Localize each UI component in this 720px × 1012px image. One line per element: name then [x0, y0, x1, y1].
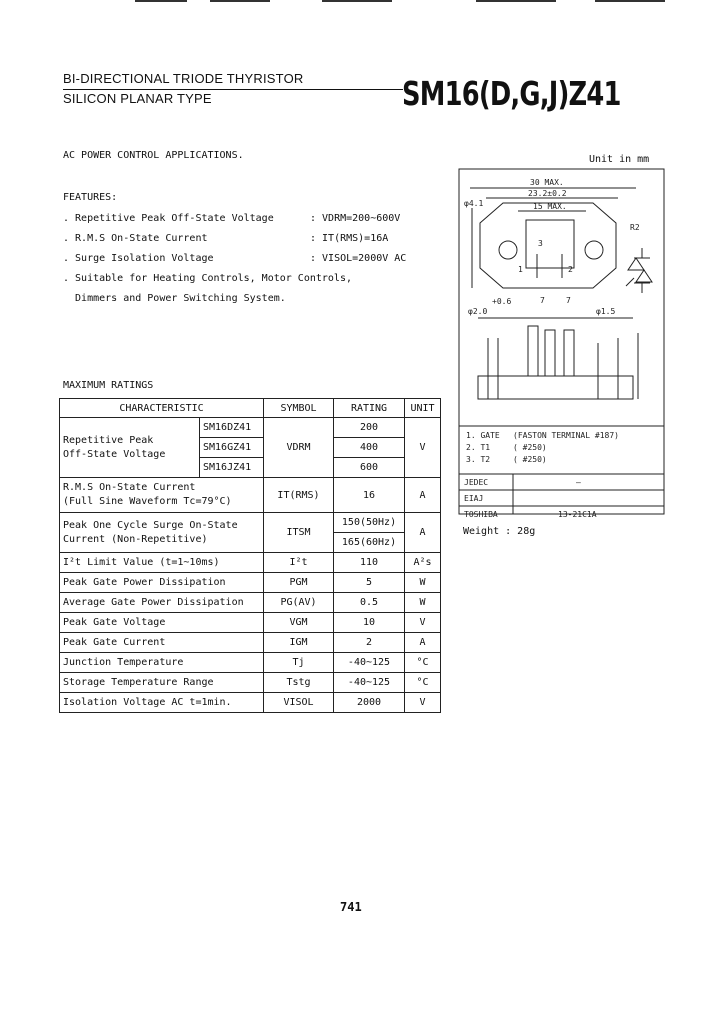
table-row [60, 693, 441, 713]
toshiba-value: 13-21C1A [558, 510, 597, 519]
irms-symbol: IT(RMS) [264, 478, 334, 513]
dim-7b: 7 [566, 296, 571, 305]
dim-phi4-1: φ4.1 [464, 199, 484, 208]
ratings-title: MAXIMUM RATINGS [63, 380, 154, 391]
rating-label: Peak Gate Current [60, 633, 264, 653]
itsm-symbol: ITSM [264, 513, 334, 553]
rating-label: Average Gate Power Dissipation [60, 593, 264, 613]
rating-symbol: IGM [264, 633, 334, 653]
table-row [60, 478, 441, 513]
header-rule [63, 89, 403, 90]
pin-label-3: 3 [538, 239, 543, 248]
irms-label: R.M.S On-State Current (Full Sine Waveform Tc=79°C) [60, 478, 264, 513]
rating-value: -40~125 [334, 673, 405, 693]
rating-unit: A [405, 633, 441, 653]
dim-23-2: 23.2±0.2 [528, 189, 567, 198]
rating-value: 0.5 [334, 593, 405, 613]
legend-3-right: ( #250) [513, 455, 547, 464]
device-type-line2: SILICON PLANAR TYPE [63, 91, 212, 106]
rating-symbol: PGM [264, 573, 334, 593]
legend-3-left: 3. T2 [466, 455, 491, 464]
rating-label: Junction Temperature [60, 653, 264, 673]
legend-1-left: 1. GATE [466, 431, 500, 440]
rating-value: -40~125 [334, 653, 405, 673]
table-row [60, 513, 441, 533]
rating-value: 2000 [334, 693, 405, 713]
itsm-label: Peak One Cycle Surge On-State Current (Non-Repetitive) [60, 513, 264, 553]
rating-cell: 400 [334, 438, 405, 458]
rating-unit: V [405, 613, 441, 633]
dim-7a: 7 [540, 296, 545, 305]
rating-label: Storage Temperature Range [60, 673, 264, 693]
table-row [60, 653, 441, 673]
rating-symbol: I²t [264, 553, 334, 573]
unit-note: Unit in mm [589, 154, 650, 165]
rating-label: Isolation Voltage AC t=1min. [60, 693, 264, 713]
feature-item [63, 249, 443, 269]
header-unit: UNIT [405, 399, 441, 418]
header-characteristic: CHARACTERISTIC [60, 399, 264, 418]
header-rating: RATING [334, 399, 405, 418]
rating-symbol: VGM [264, 613, 334, 633]
irms-unit: A [405, 478, 441, 513]
dim-phi1-5: φ1.5 [596, 307, 616, 316]
rating-value: 5 [334, 573, 405, 593]
rating-cell: 600 [334, 458, 405, 478]
header-symbol: SYMBOL [264, 399, 334, 418]
features-list [63, 209, 443, 309]
model-cell: SM16GZ41 [200, 438, 264, 458]
feature-item [63, 229, 443, 249]
rating-value: 10 [334, 613, 405, 633]
features-title: FEATURES: [63, 192, 118, 203]
legend-2-right: ( #250) [513, 443, 547, 452]
legend-2-left: 2. T1 [466, 443, 491, 452]
model-cell: SM16JZ41 [200, 458, 264, 478]
rating-label: Peak Gate Voltage [60, 613, 264, 633]
dim-tol-06: +0.6 [492, 297, 512, 306]
model-cell: SM16DZ41 [200, 418, 264, 438]
rating-cell: 200 [334, 418, 405, 438]
toshiba-label: TOSHIBA [464, 510, 498, 519]
eiaj-label: EIAJ [464, 494, 484, 503]
rating-unit: W [405, 573, 441, 593]
part-number: SM16(D,G,J)Z41 [402, 74, 621, 113]
table-row [60, 418, 441, 438]
feature-text: . R.M.S On-State Current [63, 233, 208, 244]
device-type-line1: BI-DIRECTIONAL TRIODE THYRISTOR [63, 71, 304, 86]
pin-label-2: 2 [568, 265, 573, 274]
table-row [60, 593, 441, 613]
package-outline-drawing [458, 168, 666, 520]
feature-value: : VISOL=2000V AC [310, 253, 407, 264]
pin-label-1: 1 [518, 265, 523, 274]
weight-note: Weight : 28g [463, 526, 536, 537]
rating-unit: V [405, 693, 441, 713]
rating-symbol: Tstg [264, 673, 334, 693]
rating-unit: °C [405, 673, 441, 693]
rating-value: 110 [334, 553, 405, 573]
jedec-value: — [576, 478, 581, 487]
rating-unit: W [405, 593, 441, 613]
feature-text: . Repetitive Peak Off-State Voltage [63, 213, 274, 224]
feature-item [63, 209, 443, 229]
feature-text: . Surge Isolation Voltage [63, 253, 214, 264]
feature-item [63, 269, 443, 289]
vdrm-unit: V [405, 418, 441, 478]
vdrm-symbol: VDRM [264, 418, 334, 478]
rating-label: I²t Limit Value (t=1~10ms) [60, 553, 264, 573]
rating-label: Peak Gate Power Dissipation [60, 573, 264, 593]
ratings-table [59, 398, 441, 713]
rating-value: 2 [334, 633, 405, 653]
itsm-rating-50hz: 150(50Hz) [334, 513, 405, 533]
dim-15max: 15 MAX. [533, 202, 567, 211]
page-number: 741 [340, 900, 362, 914]
vdrm-label: Repetitive Peak Off-State Voltage [60, 418, 200, 478]
jedec-label: JEDEC [464, 478, 489, 487]
feature-value: : IT(RMS)=16A [310, 233, 389, 244]
table-row [60, 613, 441, 633]
feature-text: . Suitable for Heating Controls, Motor Controls, [63, 273, 352, 284]
itsm-rating-60hz: 165(60Hz) [334, 533, 405, 553]
table-row [60, 573, 441, 593]
table-row [60, 673, 441, 693]
feature-text: Dimmers and Power Switching System. [63, 293, 286, 304]
table-row [60, 633, 441, 653]
dim-phi2-0: φ2.0 [468, 307, 488, 316]
legend-1-right: (FASTON TERMINAL #187) [513, 431, 619, 440]
table-row [60, 553, 441, 573]
itsm-unit: A [405, 513, 441, 553]
irms-rating: 16 [334, 478, 405, 513]
application-text: AC POWER CONTROL APPLICATIONS. [63, 150, 244, 161]
dim-r2: R2 [630, 223, 640, 232]
feature-item [63, 289, 443, 309]
rating-symbol: VISOL [264, 693, 334, 713]
table-header-row [60, 399, 441, 418]
dim-30max: 30 MAX. [530, 178, 564, 187]
rating-symbol: PG(AV) [264, 593, 334, 613]
feature-value: : VDRM=200~600V [310, 213, 401, 224]
rating-unit: °C [405, 653, 441, 673]
rating-symbol: Tj [264, 653, 334, 673]
rating-unit: A²s [405, 553, 441, 573]
